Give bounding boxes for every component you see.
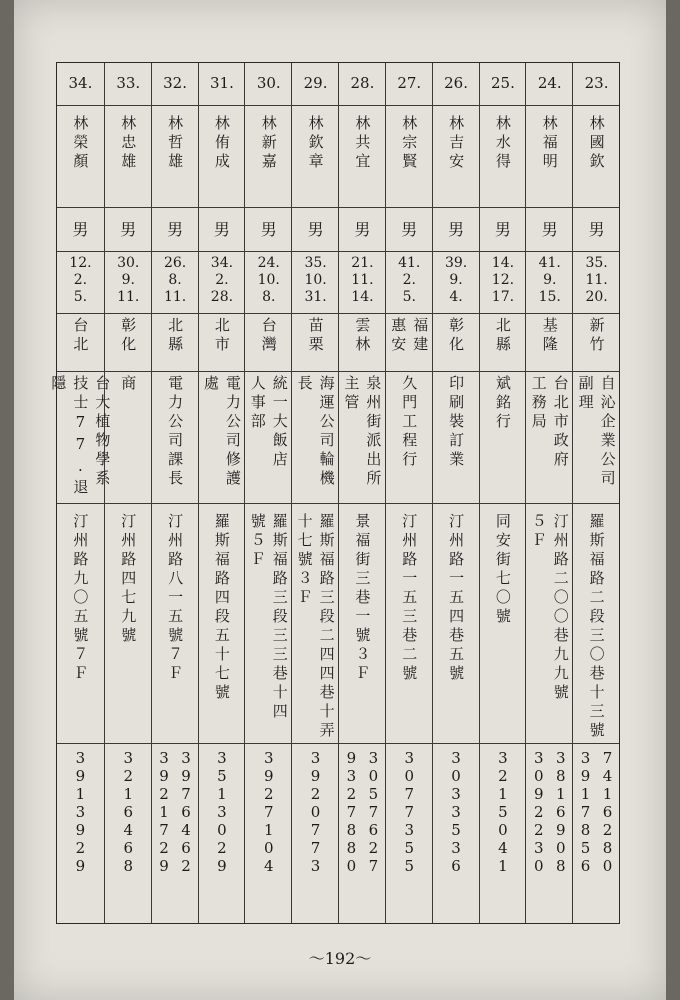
occupation-text: 商 bbox=[119, 375, 138, 394]
address bbox=[245, 513, 292, 743]
phone-numbers bbox=[105, 749, 152, 899]
entry-column bbox=[198, 63, 246, 923]
birth-date-part: 21. bbox=[351, 255, 374, 271]
occupation bbox=[386, 375, 433, 503]
address-text: 汀州路一五三巷二號 bbox=[400, 513, 419, 684]
birth-date-part: 5. bbox=[402, 289, 416, 305]
birth-date-part: 41. bbox=[398, 255, 421, 271]
native-place-text: 福建 bbox=[411, 317, 430, 355]
entry-number: 28. bbox=[350, 74, 375, 92]
birth-date-part: 41. bbox=[538, 255, 561, 271]
entry-column bbox=[479, 63, 527, 923]
birth-date-part: 11. bbox=[585, 272, 608, 288]
native-place-text: 北縣 bbox=[493, 317, 512, 355]
occupation-text: 久門工程行 bbox=[400, 375, 419, 470]
birth-date bbox=[292, 255, 339, 307]
birth-date-part: 4. bbox=[449, 289, 463, 305]
phone-numbers-text: 3057627 bbox=[364, 749, 383, 875]
birth-date-part: 9. bbox=[449, 272, 463, 288]
member-sex: 男 bbox=[541, 220, 558, 239]
native-place bbox=[292, 317, 339, 379]
native-place bbox=[386, 317, 433, 379]
occupation-text: 統一大飯店 bbox=[270, 375, 289, 470]
occupation-text: 海運公司輪機長 bbox=[295, 375, 336, 489]
birth-date bbox=[433, 255, 480, 307]
address bbox=[57, 513, 104, 743]
birth-date-part: 24. bbox=[257, 255, 280, 271]
native-place-text: 台灣 bbox=[259, 317, 278, 355]
native-place bbox=[245, 317, 292, 379]
member-sex: 男 bbox=[494, 220, 511, 239]
phone-numbers-text: 3216468 bbox=[119, 749, 138, 875]
occupation-text: 主管 bbox=[342, 375, 361, 413]
member-name-text: 林欽章 bbox=[306, 115, 325, 172]
phone-numbers-text: 3917856 bbox=[576, 749, 595, 875]
member-sex: 男 bbox=[72, 220, 89, 239]
occupation bbox=[433, 375, 480, 503]
birth-date bbox=[526, 255, 573, 307]
birth-date-part: 30. bbox=[117, 255, 140, 271]
birth-date-part: 39. bbox=[444, 255, 468, 271]
native-place-text: 台北 bbox=[71, 317, 90, 355]
address bbox=[292, 513, 339, 743]
entry-column bbox=[432, 63, 480, 923]
entry-column bbox=[291, 63, 339, 923]
member-name-text: 林榮顏 bbox=[71, 115, 90, 172]
phone-numbers-text: 3077355 bbox=[400, 749, 419, 875]
entry-column bbox=[338, 63, 386, 923]
entry-number: 31. bbox=[209, 74, 234, 92]
address-text: 羅斯福路二段三〇巷十三號 bbox=[587, 513, 606, 741]
birth-date-part: 35. bbox=[585, 255, 608, 271]
phone-numbers-text: 3927104 bbox=[259, 749, 278, 875]
native-place-text: 苗栗 bbox=[306, 317, 325, 355]
phone-numbers bbox=[57, 749, 104, 899]
address-text: 汀州路二〇〇巷九九號 bbox=[551, 513, 570, 703]
entry-number: 33. bbox=[116, 74, 141, 92]
birth-date-part: 14. bbox=[351, 289, 374, 305]
birth-date-part: 20. bbox=[585, 289, 608, 305]
address-text: 景福街三巷一號３Ｆ bbox=[353, 513, 372, 684]
member-name-text: 林侑成 bbox=[212, 115, 231, 172]
member-name-text: 林福明 bbox=[540, 115, 559, 172]
birth-date-part: 35. bbox=[304, 255, 327, 271]
address-text: 號５Ｆ bbox=[248, 513, 267, 570]
entry-number: 25. bbox=[490, 74, 515, 92]
member-name-text: 林哲雄 bbox=[166, 115, 185, 172]
address-text: 羅斯福路四段五十七號 bbox=[212, 513, 231, 703]
member-sex: 男 bbox=[401, 220, 418, 239]
birth-date-part: 8. bbox=[168, 272, 182, 288]
occupation-text: 斌銘行 bbox=[493, 375, 512, 432]
native-place bbox=[152, 317, 199, 379]
address bbox=[526, 513, 573, 743]
address bbox=[433, 513, 480, 743]
birth-date-part: 9. bbox=[121, 272, 135, 288]
birth-date bbox=[152, 255, 199, 307]
member-sex: 男 bbox=[448, 220, 465, 239]
native-place bbox=[433, 317, 480, 379]
phone-numbers bbox=[199, 749, 246, 899]
birth-date-part: 31. bbox=[304, 289, 327, 305]
native-place-text: 北市 bbox=[212, 317, 231, 355]
occupation bbox=[292, 375, 339, 503]
birth-date bbox=[57, 255, 104, 307]
entry-number: 23. bbox=[584, 74, 609, 92]
entry-column bbox=[525, 63, 573, 923]
member-name-text: 林忠雄 bbox=[119, 115, 138, 172]
phone-numbers-text: 3920773 bbox=[306, 749, 325, 875]
phone-numbers bbox=[433, 749, 480, 899]
phone-numbers-text: 3976462 bbox=[177, 749, 196, 875]
member-sex: 男 bbox=[260, 220, 277, 239]
phone-numbers-text: 3092230 bbox=[529, 749, 548, 875]
native-place-text: 新竹 bbox=[587, 317, 606, 355]
member-sex: 男 bbox=[307, 220, 324, 239]
address bbox=[152, 513, 199, 743]
phone-numbers-text: 3033536 bbox=[447, 749, 466, 875]
native-place-text: 惠安 bbox=[389, 317, 408, 355]
occupation bbox=[152, 375, 199, 503]
address-text: 同安街七〇號 bbox=[493, 513, 512, 627]
birth-date-part: 10. bbox=[257, 272, 280, 288]
occupation-text: 自沁企業公司 bbox=[598, 375, 617, 489]
phone-numbers-text: 3921729 bbox=[155, 749, 174, 875]
birth-date bbox=[480, 255, 527, 307]
occupation bbox=[573, 375, 620, 503]
birth-date-part: 17. bbox=[491, 289, 515, 305]
member-name-text: 林國欽 bbox=[587, 115, 606, 172]
occupation-text: 技士77.退隱 bbox=[49, 375, 90, 498]
entry-number: 29. bbox=[303, 74, 328, 92]
address bbox=[339, 513, 386, 743]
occupation-text: 印刷裝訂業 bbox=[447, 375, 466, 470]
occupation bbox=[49, 375, 112, 503]
birth-date-part: 11. bbox=[117, 289, 140, 305]
phone-numbers-text: 9327880 bbox=[342, 749, 361, 875]
address-text: ５Ｆ bbox=[529, 513, 548, 551]
native-place-text: 北縣 bbox=[166, 317, 185, 355]
occupation bbox=[339, 375, 386, 503]
native-place bbox=[339, 317, 386, 379]
entry-column bbox=[151, 63, 199, 923]
address bbox=[105, 513, 152, 743]
phone-numbers bbox=[152, 749, 199, 899]
entry-number: 32. bbox=[163, 74, 187, 92]
birth-date-part: 12. bbox=[491, 272, 515, 288]
birth-date-part: 9. bbox=[543, 272, 557, 288]
phone-numbers bbox=[480, 749, 527, 899]
member-sex: 男 bbox=[120, 220, 137, 239]
native-place-text: 雲林 bbox=[353, 317, 372, 355]
address-text: 汀州路九〇五號７Ｆ bbox=[71, 513, 90, 684]
birth-date-part: 2. bbox=[402, 272, 416, 288]
occupation-text: 泉州街派出所 bbox=[364, 375, 383, 489]
occupation bbox=[245, 375, 292, 503]
phone-numbers bbox=[339, 749, 386, 899]
native-place bbox=[105, 317, 152, 379]
birth-date bbox=[386, 255, 433, 307]
native-place-text: 彰化 bbox=[447, 317, 466, 355]
birth-date-part: 34. bbox=[210, 255, 234, 271]
member-name-text: 林新嘉 bbox=[259, 115, 278, 172]
phone-numbers bbox=[573, 749, 620, 899]
occupation-text: 人事部 bbox=[248, 375, 267, 432]
birth-date-part: 14. bbox=[491, 255, 515, 271]
address bbox=[573, 513, 620, 743]
birth-date-part: 2. bbox=[215, 272, 229, 288]
address bbox=[480, 513, 527, 743]
birth-date-part: 12. bbox=[69, 255, 92, 271]
birth-date bbox=[339, 255, 386, 307]
birth-date-part: 2. bbox=[73, 272, 88, 288]
occupation bbox=[199, 375, 246, 503]
entry-number: 26. bbox=[444, 74, 468, 92]
phone-numbers bbox=[245, 749, 292, 899]
native-place bbox=[57, 317, 104, 379]
phone-numbers-text: 3913929 bbox=[71, 749, 90, 875]
entry-column bbox=[49, 63, 112, 923]
native-place bbox=[480, 317, 527, 379]
entry-number: 27. bbox=[397, 74, 422, 92]
birth-date-part: 8. bbox=[262, 289, 276, 305]
address-text: 汀州路四七九號 bbox=[119, 513, 138, 646]
occupation-text: 台大植物學系 bbox=[93, 375, 112, 489]
birth-date-part: 11. bbox=[351, 272, 374, 288]
birth-date-part: 28. bbox=[210, 289, 234, 305]
phone-numbers bbox=[526, 749, 573, 899]
member-sex: 男 bbox=[354, 220, 371, 239]
member-name-text: 林共宜 bbox=[353, 115, 372, 172]
phone-numbers bbox=[386, 749, 433, 899]
phone-numbers-text: 7416280 bbox=[598, 749, 617, 875]
address bbox=[386, 513, 433, 743]
native-place-text: 基隆 bbox=[540, 317, 559, 355]
member-register-table bbox=[49, 62, 620, 924]
page-number: ～192～ bbox=[308, 949, 372, 968]
entry-number: 34. bbox=[68, 74, 93, 92]
birth-date bbox=[105, 255, 152, 307]
entry-number: 30. bbox=[256, 74, 281, 92]
occupation bbox=[480, 375, 527, 503]
member-name-text: 林水得 bbox=[493, 115, 512, 172]
occupation-text: 副理 bbox=[576, 375, 595, 413]
birth-date bbox=[573, 255, 620, 307]
birth-date-part: 5. bbox=[73, 289, 88, 305]
address bbox=[199, 513, 246, 743]
address-text: 汀州路一五四巷五號 bbox=[447, 513, 466, 684]
occupation-text: 台北市政府 bbox=[551, 375, 570, 470]
native-place bbox=[526, 317, 573, 379]
occupation-text: 工務局 bbox=[529, 375, 548, 432]
occupation-text: 電力公司修護處 bbox=[201, 375, 242, 489]
member-sex: 男 bbox=[167, 220, 184, 239]
birth-date-part: 10. bbox=[304, 272, 327, 288]
birth-date-part: 26. bbox=[163, 255, 187, 271]
address-text: 汀州路八一五號７Ｆ bbox=[166, 513, 185, 684]
address-text: 十七號３Ｆ bbox=[295, 513, 314, 608]
phone-numbers bbox=[292, 749, 339, 899]
birth-date bbox=[199, 255, 246, 307]
entry-column bbox=[385, 63, 433, 923]
entry-number: 24. bbox=[537, 74, 562, 92]
native-place bbox=[199, 317, 246, 379]
entry-column bbox=[244, 63, 292, 923]
birth-date-part: 15. bbox=[538, 289, 561, 305]
entry-column bbox=[572, 63, 620, 923]
native-place-text: 彰化 bbox=[119, 317, 138, 355]
phone-numbers-text: 3513029 bbox=[212, 749, 231, 875]
native-place bbox=[573, 317, 620, 379]
phone-numbers-text: 3816908 bbox=[551, 749, 570, 875]
member-name-text: 林宗賢 bbox=[400, 115, 419, 172]
member-sex: 男 bbox=[213, 220, 230, 239]
address-text: 羅斯福路三段三三巷十四 bbox=[270, 513, 289, 722]
birth-date-part: 11. bbox=[163, 289, 187, 305]
member-name-text: 林吉安 bbox=[447, 115, 466, 172]
occupation-text: 電力公司課長 bbox=[166, 375, 185, 489]
birth-date bbox=[245, 255, 292, 307]
phone-numbers-text: 3215041 bbox=[493, 749, 512, 875]
occupation bbox=[526, 375, 573, 503]
address-text: 羅斯福路三段二四四巷十弄 bbox=[317, 513, 336, 741]
member-sex: 男 bbox=[588, 220, 605, 239]
document-page bbox=[14, 0, 666, 1000]
